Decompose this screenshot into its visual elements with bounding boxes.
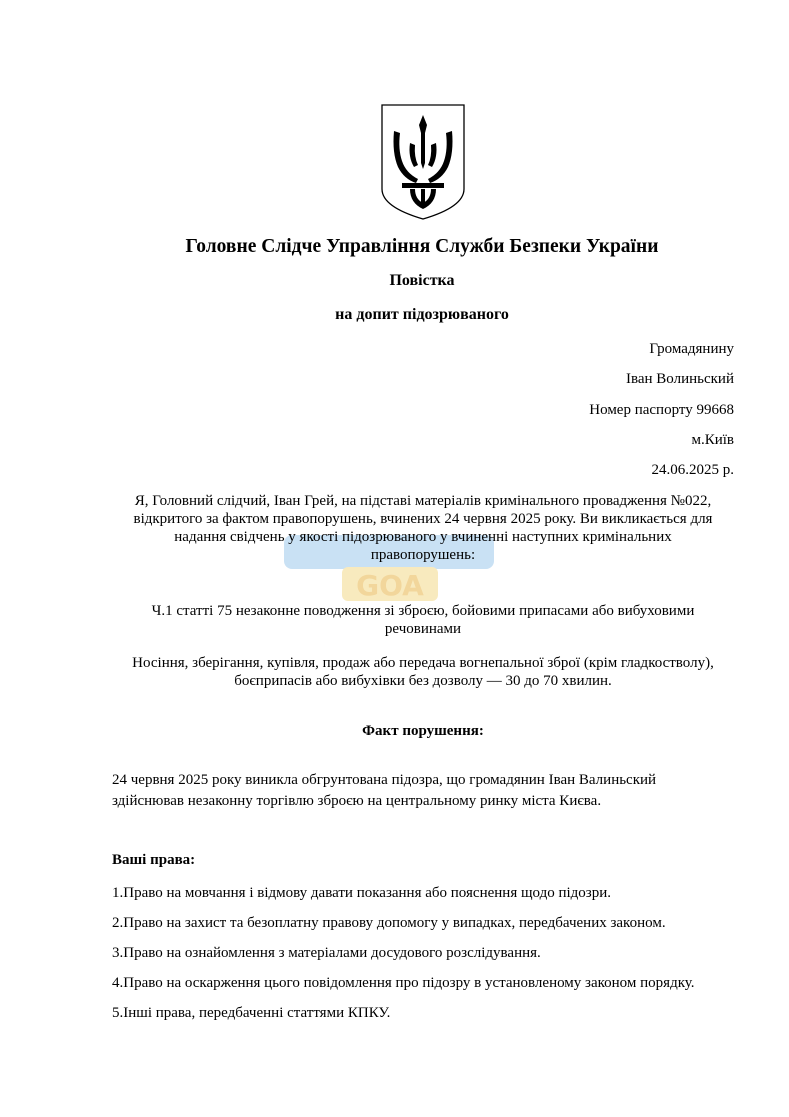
document-title: Повістка <box>389 272 455 289</box>
article-line-1: Ч.1 статті 75 незаконне поводження зі зброєю, бойовими припасами або вибуховими <box>151 603 695 619</box>
article-desc-line-1: Носіння, зберігання, купівля, продаж або передача вогнепальної зброї (крім гладкостволу), <box>132 655 714 671</box>
watermark-text: GOA <box>356 569 424 602</box>
fact-line-1: 24 червня 2025 року виникла обгрунтована підозра, що громадянин Іван Валиньский <box>112 772 657 788</box>
fact-line-2: здійснював незаконну торгівлю зброєю на центральному ринку міста Києва. <box>112 793 602 809</box>
agency-title: Головне Слідче Управління Служби Безпеки України <box>185 236 659 257</box>
document-date: 24.06.2025 р. <box>651 462 734 478</box>
intro-line-1: Я, Головний слідчий, Іван Грей, на підставі матеріалів кримінального провадження №022, <box>134 493 712 509</box>
intro-line-4: правопорушень: <box>370 547 476 563</box>
rights-item-4: 4.Право на оскарження цього повідомлення про підозру в установленому законом порядку. <box>112 975 695 991</box>
rights-item-5: 5.Інші права, передбаченні статтями КПКУ. <box>112 1005 391 1021</box>
fact-heading: Факт порушення: <box>362 723 484 739</box>
intro-line-2: відкритого за фактом правопорушень, вчинених 24 червня 2025 року. Ви викликається для <box>133 511 713 527</box>
article-description <box>112 654 734 690</box>
article-desc-line-2: боєприпасів або вибухівки без дозволу — 30 до 70 хвилин. <box>234 673 612 689</box>
rights-item-1: 1.Право на мовчання і відмову давати показання або пояснення щодо підозри. <box>112 885 611 901</box>
coat-of-arms-trident-icon <box>380 103 466 221</box>
article-line-2: речовинами <box>384 621 462 637</box>
rights-item-3: 3.Право на ознайомлення з матеріалами досудового розслідування. <box>112 945 541 961</box>
recipient-passport: Номер паспорту 99668 <box>589 402 734 418</box>
document-subtitle: на допит підозрюваного <box>335 306 509 323</box>
intro-paragraph <box>112 492 734 564</box>
rights-item-2: 2.Право на захист та безоплатну правову допомогу у випадках, передбачених законом. <box>112 915 666 931</box>
recipient-salutation: Громадянину <box>649 341 734 357</box>
recipient-name: Іван Волиньский <box>625 371 734 387</box>
intro-line-3: надання свідчень у якості підозрюваного у вчиненні наступних кримінальних <box>174 529 672 545</box>
fact-paragraph <box>112 770 656 812</box>
article-paragraph <box>112 602 734 638</box>
recipient-city: м.Київ <box>691 432 734 448</box>
rights-heading: Ваші права: <box>112 852 196 868</box>
